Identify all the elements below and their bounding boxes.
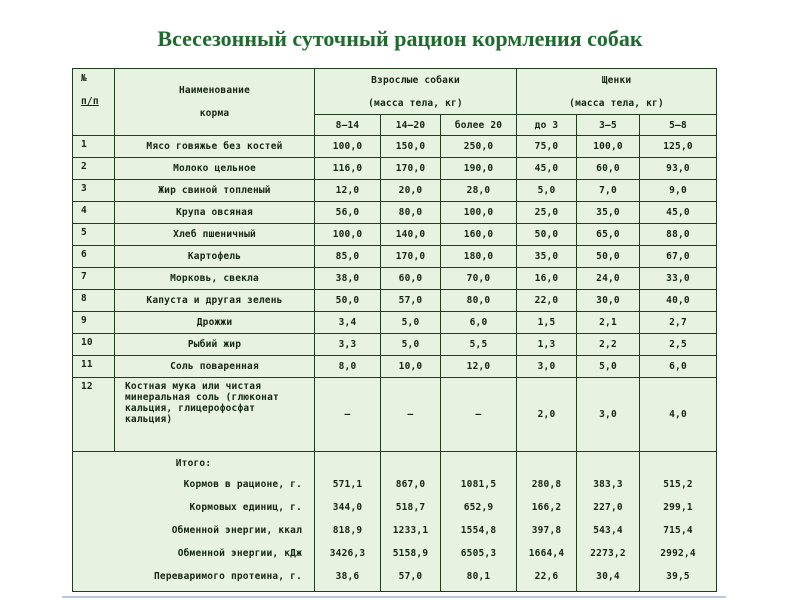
feed-amount: – xyxy=(441,378,517,452)
feed-name: Мясо говяжье без костей xyxy=(115,136,315,158)
feed-amount: 3,3 xyxy=(315,334,381,356)
feed-amount: 57,0 xyxy=(381,290,441,312)
feed-amount: 3,0 xyxy=(517,356,577,378)
table-row xyxy=(73,378,717,452)
table-row xyxy=(73,158,717,180)
totals-value: 2992,4 xyxy=(660,548,696,559)
header-num-cell xyxy=(73,69,115,136)
totals-value: 818,9 xyxy=(332,525,363,536)
feed-amount: 80,0 xyxy=(381,202,441,224)
totals-value: 1081,5 xyxy=(460,479,497,490)
feed-name: Картофель xyxy=(115,246,315,268)
row-number: 6 xyxy=(73,246,115,268)
totals-column xyxy=(640,452,717,592)
header-puppy-label: Щенки xyxy=(601,74,632,86)
feed-amount: 60,0 xyxy=(577,158,640,180)
table-row xyxy=(73,290,717,312)
weight-col-adult: 8–14 xyxy=(315,115,381,136)
weight-col-adult: более 20 xyxy=(441,115,517,136)
table-row xyxy=(73,312,717,334)
feed-amount: 45,0 xyxy=(517,158,577,180)
table-row xyxy=(73,356,717,378)
feed-amount: 22,0 xyxy=(517,290,577,312)
header-adult-sublabel: (масса тела, кг) xyxy=(368,97,463,109)
feed-amount: 35,0 xyxy=(517,246,577,268)
totals-value: 543,4 xyxy=(593,525,623,536)
feed-amount: 170,0 xyxy=(381,246,441,268)
feed-amount: 80,0 xyxy=(441,290,517,312)
totals-label: Переваримого протеина, г. xyxy=(154,571,302,582)
totals-label: Кормов в рационе, г. xyxy=(183,479,302,490)
row-number: 2 xyxy=(73,158,115,180)
feed-amount: 70,0 xyxy=(441,268,517,290)
feed-amount: 116,0 xyxy=(315,158,381,180)
header-adult-label: Взрослые собаки xyxy=(371,74,460,86)
totals-value: 22,6 xyxy=(534,571,559,582)
feed-name: Хлеб пшеничный xyxy=(115,224,315,246)
feed-amount: 1,5 xyxy=(517,312,577,334)
feed-amount: 5,5 xyxy=(441,334,517,356)
header-puppy-sublabel: (масса тела, кг) xyxy=(569,97,664,109)
totals-heading: Итого: xyxy=(175,458,212,469)
feed-amount: 5,0 xyxy=(381,334,441,356)
feed-name: Молоко цельное xyxy=(115,158,315,180)
weight-col-puppy: 3–5 xyxy=(577,115,640,136)
totals-value: 867,0 xyxy=(395,479,426,490)
feed-amount: 20,0 xyxy=(381,180,441,202)
header-name-sublabel: корма xyxy=(199,108,230,119)
feed-name: Костная мука или чистая минеральная соль (глюконат кальция, глицерофосфат кальция) xyxy=(115,378,315,452)
row-number: 8 xyxy=(73,290,115,312)
bottom-divider xyxy=(62,596,726,598)
totals-value: 515,2 xyxy=(663,479,693,490)
feed-amount: 60,0 xyxy=(381,268,441,290)
header-num-label: № xyxy=(81,73,87,84)
totals-value: 1664,4 xyxy=(528,548,565,559)
feed-amount: 50,0 xyxy=(577,246,640,268)
feed-amount: 12,0 xyxy=(441,356,517,378)
row-number: 1 xyxy=(73,136,115,158)
totals-value: 3426,3 xyxy=(329,548,366,559)
totals-value: 227,0 xyxy=(593,502,623,513)
feed-amount: 24,0 xyxy=(577,268,640,290)
table-row xyxy=(73,180,717,202)
row-number: 9 xyxy=(73,312,115,334)
feed-amount: 2,2 xyxy=(577,334,640,356)
weight-col-puppy: до 3 xyxy=(517,115,577,136)
totals-value: 280,8 xyxy=(531,479,562,490)
feed-amount: 100,0 xyxy=(315,136,381,158)
feed-amount: 170,0 xyxy=(381,158,441,180)
feed-amount: 7,0 xyxy=(577,180,640,202)
feed-amount: 50,0 xyxy=(517,224,577,246)
feed-amount: 3,0 xyxy=(577,378,640,452)
totals-column xyxy=(441,452,517,592)
feed-amount: 250,0 xyxy=(441,136,517,158)
feed-amount: 38,0 xyxy=(315,268,381,290)
totals-value: 6505,3 xyxy=(460,548,497,559)
feed-name: Крупа овсяная xyxy=(115,202,315,224)
feed-amount: 5,0 xyxy=(577,356,640,378)
table-row xyxy=(73,202,717,224)
feed-amount: 93,0 xyxy=(640,158,717,180)
row-number: 10 xyxy=(73,334,115,356)
totals-value: 383,3 xyxy=(593,479,623,490)
row-number: 3 xyxy=(73,180,115,202)
feed-amount: 25,0 xyxy=(517,202,577,224)
table-row xyxy=(73,224,717,246)
totals-column xyxy=(577,452,640,592)
totals-value: 57,0 xyxy=(398,571,423,582)
feed-name: Морковь, свекла xyxy=(115,268,315,290)
feed-amount: 5,0 xyxy=(517,180,577,202)
feed-amount: 2,5 xyxy=(640,334,717,356)
feed-amount: 2,0 xyxy=(517,378,577,452)
feed-amount: 180,0 xyxy=(441,246,517,268)
totals-value: 571,1 xyxy=(332,479,363,490)
feed-name: Рыбий жир xyxy=(115,334,315,356)
header-row-1 xyxy=(73,69,717,115)
header-adult-cell xyxy=(315,69,517,115)
feed-amount: 16,0 xyxy=(517,268,577,290)
feed-name: Капуста и другая зелень xyxy=(115,290,315,312)
totals-value: 5158,9 xyxy=(392,548,429,559)
totals-value: 299,1 xyxy=(663,502,693,513)
feed-amount: 190,0 xyxy=(441,158,517,180)
totals-value: 30,4 xyxy=(596,571,620,582)
totals-value: 397,8 xyxy=(531,525,562,536)
feed-amount: 2,1 xyxy=(577,312,640,334)
feed-amount: 1,3 xyxy=(517,334,577,356)
row-number: 12 xyxy=(73,378,115,452)
totals-value: 344,0 xyxy=(332,502,363,513)
feed-amount: 100,0 xyxy=(441,202,517,224)
table-row xyxy=(73,334,717,356)
feed-amount: – xyxy=(381,378,441,452)
header-name-label: Наименование xyxy=(178,85,251,96)
header-name-cell xyxy=(115,69,315,136)
feed-amount: 30,0 xyxy=(577,290,640,312)
feed-amount: 65,0 xyxy=(577,224,640,246)
row-number: 5 xyxy=(73,224,115,246)
feed-amount: 100,0 xyxy=(315,224,381,246)
feed-amount: 6,0 xyxy=(640,356,717,378)
totals-column xyxy=(517,452,577,592)
feed-amount: 12,0 xyxy=(315,180,381,202)
feed-amount: 9,0 xyxy=(640,180,717,202)
feed-amount: 140,0 xyxy=(381,224,441,246)
feed-amount: 50,0 xyxy=(315,290,381,312)
feed-amount: 160,0 xyxy=(441,224,517,246)
feed-amount: 33,0 xyxy=(640,268,717,290)
page-title: Всесезонный суточный рацион кормления собак xyxy=(157,26,643,51)
ration-table xyxy=(72,68,717,592)
totals-value: 80,1 xyxy=(466,571,491,582)
totals-value: 38,6 xyxy=(335,571,360,582)
totals-label: Кормовых единиц, г. xyxy=(189,502,302,513)
feed-amount: 28,0 xyxy=(441,180,517,202)
feed-amount: 88,0 xyxy=(640,224,717,246)
feed-name: Соль поваренная xyxy=(115,356,315,378)
totals-labels xyxy=(73,452,315,592)
totals-row xyxy=(73,452,717,592)
feed-amount: 75,0 xyxy=(517,136,577,158)
feed-amount: 8,0 xyxy=(315,356,381,378)
feed-amount: 3,4 xyxy=(315,312,381,334)
totals-value: 166,2 xyxy=(531,502,562,513)
totals-label: Обменной энергии, кДж xyxy=(177,548,302,559)
totals-value: 652,9 xyxy=(463,502,494,513)
feed-name: Дрожжи xyxy=(115,312,315,334)
totals-value: 1233,1 xyxy=(392,525,429,536)
feed-amount: 45,0 xyxy=(640,202,717,224)
table-row xyxy=(73,246,717,268)
totals-column xyxy=(315,452,381,592)
feed-amount: 6,0 xyxy=(441,312,517,334)
row-number: 11 xyxy=(73,356,115,378)
header-num-sublabel: п/п xyxy=(81,96,99,107)
weight-col-adult: 14–20 xyxy=(381,115,441,136)
feed-amount: 67,0 xyxy=(640,246,717,268)
feed-amount: 56,0 xyxy=(315,202,381,224)
weight-col-puppy: 5–8 xyxy=(640,115,717,136)
feed-amount: 5,0 xyxy=(381,312,441,334)
feed-amount: 2,7 xyxy=(640,312,717,334)
row-number: 7 xyxy=(73,268,115,290)
feed-amount: – xyxy=(315,378,381,452)
totals-column xyxy=(381,452,441,592)
totals-value: 2273,2 xyxy=(590,548,626,559)
totals-value: 39,5 xyxy=(666,571,690,582)
totals-value: 518,7 xyxy=(395,502,426,513)
header-puppy-cell xyxy=(517,69,717,115)
feed-amount: 40,0 xyxy=(640,290,717,312)
feed-amount: 125,0 xyxy=(640,136,717,158)
feed-amount: 150,0 xyxy=(381,136,441,158)
totals-value: 715,4 xyxy=(663,525,693,536)
totals-label: Обменной энергии, ккал xyxy=(171,525,302,536)
table-row xyxy=(73,136,717,158)
feed-name: Жир свиной топленый xyxy=(115,180,315,202)
row-number: 4 xyxy=(73,202,115,224)
table-row xyxy=(73,268,717,290)
feed-amount: 10,0 xyxy=(381,356,441,378)
feed-amount: 85,0 xyxy=(315,246,381,268)
totals-value: 1554,8 xyxy=(460,525,497,536)
feed-amount: 4,0 xyxy=(640,378,717,452)
feed-amount: 35,0 xyxy=(577,202,640,224)
feed-amount: 100,0 xyxy=(577,136,640,158)
